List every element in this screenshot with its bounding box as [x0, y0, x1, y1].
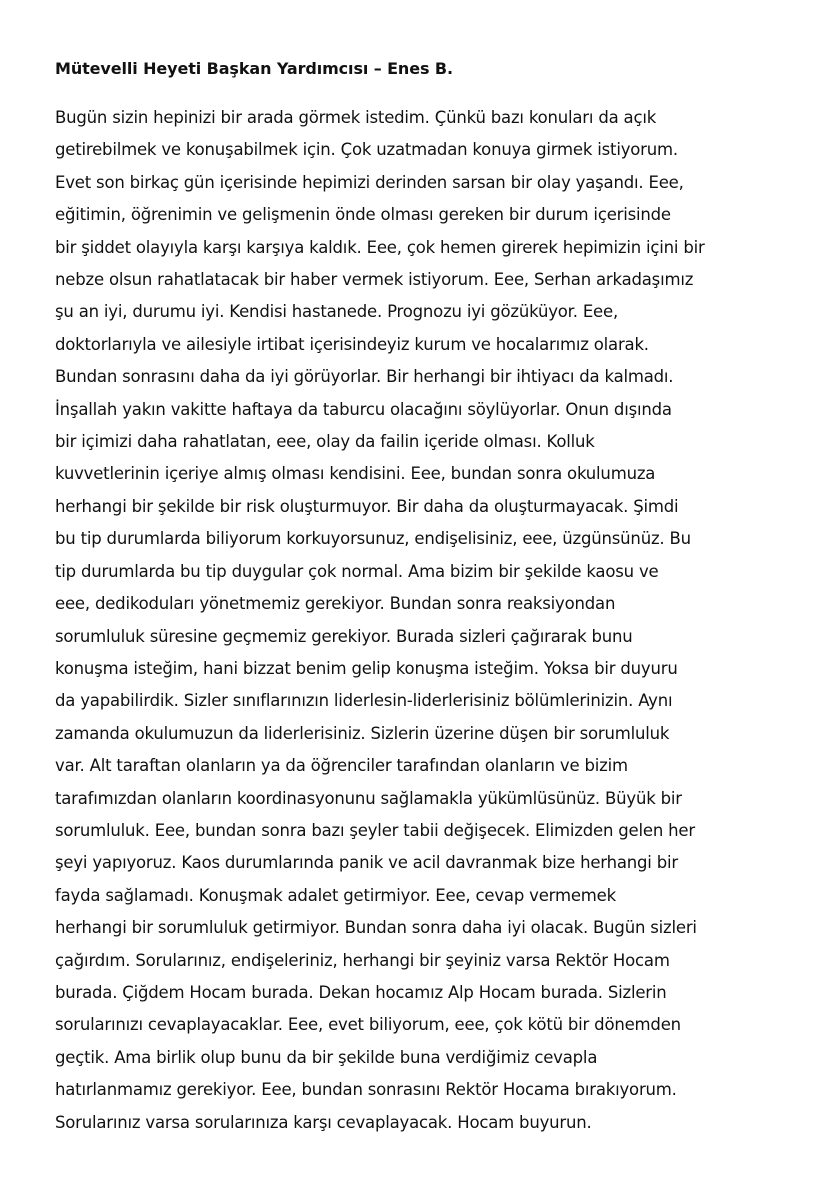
- text-line: İnşallah yakın vakitte haftaya da taburcu olacağını söylüyorlar. Onun dışında: [55, 399, 672, 419]
- document-page: [55, 58, 785, 1139]
- text-line: sorumluluk. Eee, bundan sonra bazı şeyler tabii değişecek. Elimizden gelen her: [55, 820, 695, 840]
- text-line: sorularınızı cevaplayacaklar. Eee, evet biliyorum, eee, çok kötü bir dönemden: [55, 1015, 681, 1035]
- text-line: herhangi bir şekilde bir risk oluşturmuyor. Bir daha da oluşturmayacak. Şimdi: [55, 496, 679, 516]
- text-line: şu an iyi, durumu iyi. Kendisi hastanede. Prognozu iyi gözüküyor. Eee,: [55, 302, 618, 322]
- text-line: eee, dedikoduları yönetmemiz gerekiyor. Bundan sonra reaksiyondan: [55, 594, 616, 614]
- text-line: bu tip durumlarda biliyorum korkuyorsunuz, endişelisiniz, eee, üzgünsünüz. Bu: [55, 529, 691, 549]
- text-line: geçtik. Ama birlik olup bunu da bir şekilde buna verdiğimiz cevapla: [55, 1047, 598, 1067]
- text-line: bir içimizi daha rahatlatan, eee, olay da failin içeride olması. Kolluk: [55, 432, 595, 452]
- speaker-heading: Mütevelli Heyeti Başkan Yardımcısı – Enes B.: [55, 59, 453, 78]
- text-line: getirebilmek ve konuşabilmek için. Çok uzatmadan konuya girmek istiyorum.: [55, 140, 678, 160]
- text-line: herhangi bir sorumluluk getirmiyor. Bundan sonra daha iyi olacak. Bugün sizleri: [55, 918, 697, 938]
- text-line: çağırdım. Sorularınız, endişeleriniz, herhangi bir şeyiniz varsa Rektör Hocam: [55, 950, 670, 970]
- text-line: hatırlanmamız gerekiyor. Eee, bundan sonrasını Rektör Hocama bırakıyorum.: [55, 1080, 677, 1100]
- text-line: konuşma isteğim, hani bizzat benim gelip konuşma isteğim. Yoksa bir duyuru: [55, 658, 678, 678]
- speech-paragraph: [55, 102, 785, 1139]
- text-line: Sorularınız varsa sorularınıza karşı cevaplayacak. Hocam buyurun.: [55, 1112, 592, 1132]
- text-line: Evet son birkaç gün içerisinde hepimizi derinden sarsan bir olay yaşandı. Eee,: [55, 172, 684, 192]
- text-line: Bundan sonrasını daha da iyi görüyorlar. Bir herhangi bir ihtiyacı da kalmadı.: [55, 367, 674, 387]
- text-line: tip durumlarda bu tip duygular çok normal. Ama bizim bir şekilde kaosu ve: [55, 561, 659, 581]
- text-line: kuvvetlerinin içeriye almış olması kendisini. Eee, bundan sonra okulumuza: [55, 464, 656, 484]
- text-line: var. Alt taraftan olanların ya da öğrenciler tarafından olanların ve bizim: [55, 756, 628, 776]
- text-line: şeyi yapıyoruz. Kaos durumlarında panik ve acil davranmak bize herhangi bir: [55, 853, 678, 873]
- text-line: tarafımızdan olanların koordinasyonunu sağlamakla yükümlüsünüz. Büyük bir: [55, 788, 682, 808]
- text-line: Bugün sizin hepinizi bir arada görmek istedim. Çünkü bazı konuları da açık: [55, 108, 657, 127]
- text-line: eğitimin, öğrenimin ve gelişmenin önde olması gereken bir durum içerisinde: [55, 205, 671, 225]
- text-line: doktorlarıyla ve ailesiyle irtibat içerisindeyiz kurum ve hocalarımız olarak.: [55, 334, 649, 354]
- text-line: sorumluluk süresine geçmemiz gerekiyor. Burada sizleri çağırarak bunu: [55, 626, 633, 646]
- text-line: nebze olsun rahatlatacak bir haber vermek istiyorum. Eee, Serhan arkadaşımız: [55, 270, 694, 290]
- text-line: burada. Çiğdem Hocam burada. Dekan hocamız Alp Hocam burada. Sizlerin: [55, 982, 667, 1002]
- text-line: da yapabilirdik. Sizler sınıflarınızın liderlesin-liderlerisiniz bölümlerinizin. Aynı: [55, 691, 673, 711]
- text-line: zamanda okulumuzun da liderlerisiniz. Sizlerin üzerine düşen bir sorumluluk: [55, 723, 670, 743]
- text-line: bir şiddet olayıyla karşı karşıya kaldık. Eee, çok hemen girerek hepimizin içini bir: [55, 237, 705, 257]
- text-line: fayda sağlamadı. Konuşmak adalet getirmiyor. Eee, cevap vermemek: [55, 885, 616, 905]
